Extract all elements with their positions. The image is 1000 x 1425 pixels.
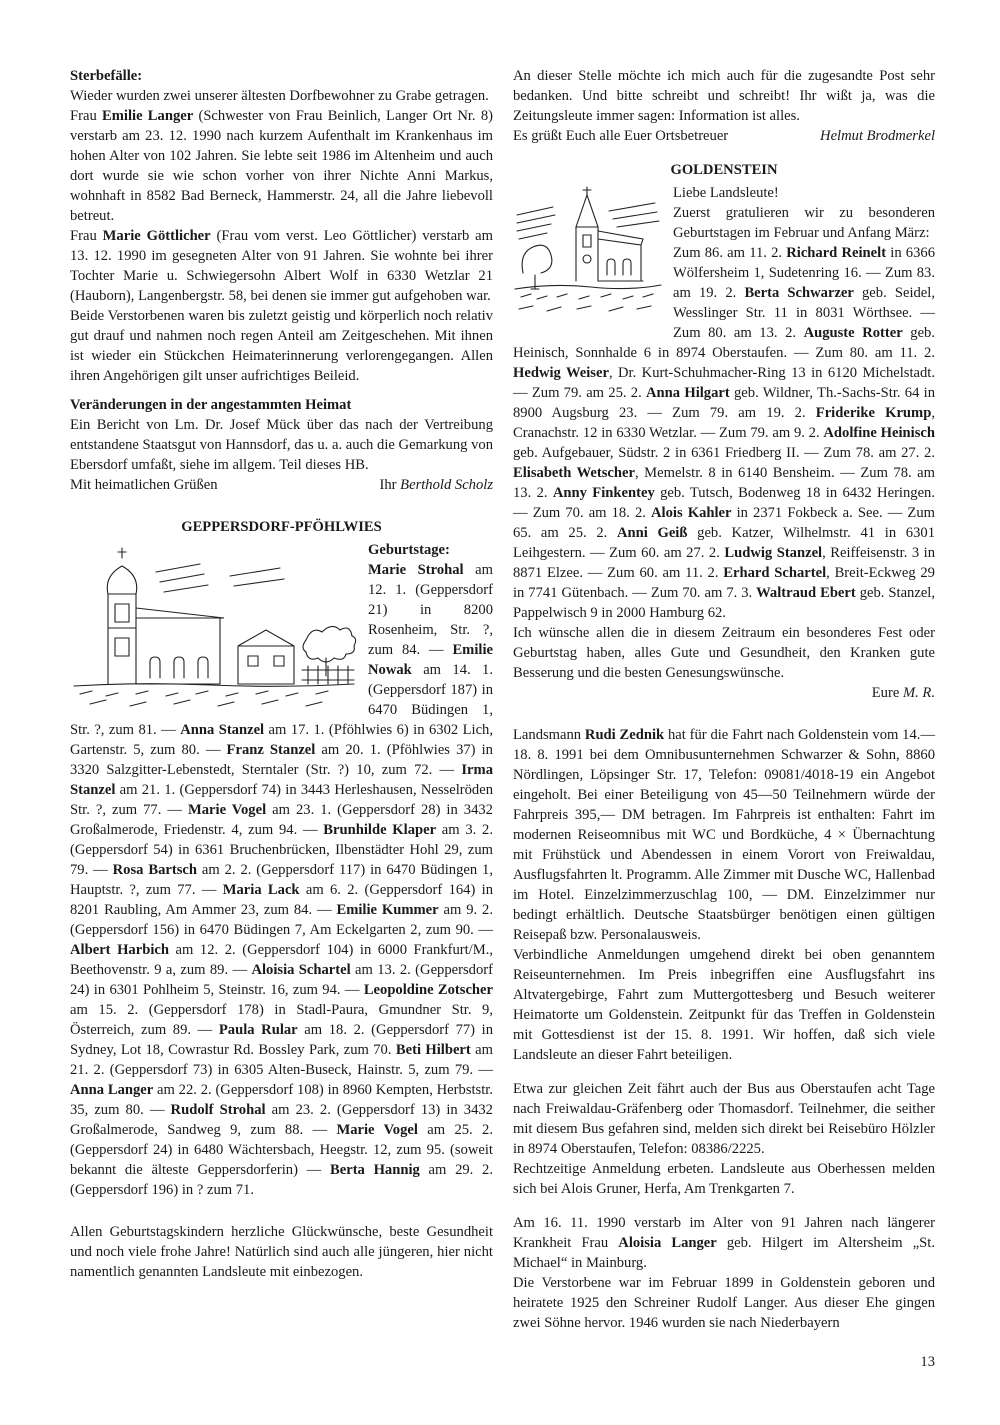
travel-offer-paragraph: Landsmann Rudi Zednik hat für die Fahrt nach Goldenstein vom 14.—18. 8. 1991 bei dem Omnibusunternehmen Schwarzer & Sohn, 8860 Nördlingen, Löpsinger Str. 17, Telefon: 09081/4018-19 ein Angebot eingeholt. Bei einer Beteiligung von 45—50 Teilnehmern würde der Fahrpreis 395,— DM betragen. Im Fahrpreis ist enthalten: Fahrt im modernen Reiseomnibus mit WC und Bordküche, 4 × Übernachtung mit Frühstück und Abendessen in einem Vorort von Freiwaldau, Ausflugsfahrten lt. Programm. Alle Zimmer mit Dusche WC, Hallenbad im Hotel. Einzelzimmerzuschlag 100, — DM. Einzelzimmer nur bedingt erhältlich. Deutsche Staatsbürger benötigen einen gültigen Reisepaß bzw. Personalausweis. (513, 727, 935, 943)
two-column-layout (70, 66, 935, 1333)
left-column (70, 66, 493, 1333)
goldenstein-heading: GOLDENSTEIN (670, 162, 778, 178)
sterbefaelle-paragraph-2: Frau Emilie Langer (Schwester von Frau Beinlich, Langer Ort Nr. 8) verstarb am 23. 12. 1990 nach kurzem Aufenthalt im Krankenhaus im hohen Alter von 102 Jahren. Sie lebte seit 1986 im Altenheim und auch dort wurde sie wie schon vorher von ihrer Nichte Anni Markus, wohnhaft in 8582 Bad Berneck, Hammerstr. 24, all die Jahre liebevoll betreut. (70, 108, 493, 224)
goldenstein-body (513, 183, 935, 623)
oberstaufen-bus-paragraph: Etwa zur gleichen Zeit fährt auch der Bus aus Oberstaufen acht Tage nach Freiwaldau-Gräfenberg oder Thomasdorf. Teilnehmer, die seither mit diesem Bus gefahren sind, melden sich direkt bei Reisebüro Hölzler in 8974 Oberstaufen, Telefon: 08386/2225. (513, 1081, 935, 1157)
page-number: 13 (920, 1354, 935, 1370)
sterbefaelle-paragraph-4: Beide Verstorbenen waren bis zuletzt geistig und körperlich noch relativ gut drauf und nahmen noch regen Anteil am Zeitgeschehen. Mit ihnen ist wieder ein Stückchen Heimaterinnerung verlorengegangen. Allen ihren Angehörigen gilt unser aufrichtiges Beileid. (70, 308, 493, 384)
geppersdorf-body (70, 540, 493, 1200)
geppersdorf-church-illustration (70, 542, 358, 714)
anmeldung-paragraph: Rechtzeitige Anmeldung erbeten. Landsleute aus Oberhessen melden sich bei Alois Gruner, Herfa, Am Trenkgarten 7. (513, 1161, 935, 1197)
closing-greeting: Es grüßt Euch alle Euer Ortsbetreuer (513, 128, 729, 144)
booking-paragraph: Verbindliche Anmeldungen umgehend direkt bei oben genanntem Reiseunternehmen. Im Preis inbegriffen eine Ausflugsfahrt ins Altvatergebirge, Fahrt zum Muttergottesberg und Besuch weiterer Heimatorte um Goldenstein. Zeitpunkt für das Treffen in Goldenstein mit Gottesdienst ist der 15. 8. 1991. Wir hoffen, daß sich viele Landsleute an dieser Fahrt beteiligen. (513, 947, 935, 1063)
veraenderungen-paragraph: Ein Bericht von Lm. Dr. Josef Mück über das nach der Vertreibung entstandene Staatsgut von Hannsdorf, das u. a. auch die Gemarkung von Ebersdorf umfaßt, siehe im allgem. Teil dieses HB. (70, 417, 493, 473)
sterbefaelle-heading: Sterbefälle: (70, 68, 143, 84)
closing-signature: Ihr Berthold Scholz (379, 477, 493, 493)
obituary-paragraph-1: Am 16. 11. 1990 verstarb im Alter von 91 Jahren nach längerer Krankheit Frau Aloisia Langer geb. Hilgert im Altersheim „St. Michael“ in Mainburg. (513, 1215, 935, 1271)
goldenstein-salutation: Liebe Landsleute! (673, 185, 779, 201)
signature-row (70, 475, 493, 495)
signature-row (513, 126, 935, 146)
goldenstein-wish-paragraph: Ich wünsche allen die in diesem Zeitraum ein besonderes Fest oder Geburtstag haben, alles Gute und Gesundheit, den Kranken gute Besserung und die besten Genesungswünsche. (513, 625, 935, 681)
sterbefaelle-paragraph-3: Frau Marie Göttlicher (Frau vom verst. Leo Göttlicher) verstarb am 13. 12. 1990 im gesegneten Alter von 91 Jahren. Sie wohnte bei ihrer Tochter Marie u. Schwiegersohn Albert Wolf in 6330 Wetzlar 21 (Hauborn), Langenbergstr. 58, bei denen sie immer gut aufgehoben war. (70, 228, 493, 304)
closing-greeting: Mit heimatlichen Grüßen (70, 477, 218, 493)
obituary-paragraph-2: Die Verstorbene war im Februar 1899 in Goldenstein geboren und heiratete 1925 den Schreiner Rudolf Langer. Aus dieser Ehe gingen zwei Söhne hervor. 1946 wurden sie nach Niederbayern (513, 1275, 935, 1331)
newsletter-page (70, 66, 935, 1333)
section-ortsbetreuer-gruss (513, 66, 935, 146)
geppersdorf-closing-paragraph: Allen Geburtstagskindern herzliche Glückwünsche, beste Gesundheit und noch viele frohe Jahre! Natürlich sind auch alle jüngeren, hier nicht namentlich genannten Landsleute mit einbezogen. (70, 1224, 493, 1280)
goldenstein-signoff: Eure M. R. (871, 685, 935, 701)
section-sterbefaelle (70, 66, 493, 386)
post-dank-paragraph: An dieser Stelle möchte ich mich auch für die zugesandte Post sehr bedanken. Und bitte schreibt und schreibt! Ihr wißt ja, was die Zeitungsleute immer sagen: Information ist alles. (513, 68, 935, 124)
geburtstage-subheading: Geburtstage: (368, 542, 450, 558)
goldenstein-intro-paragraph: Zuerst gratulieren wir zu besonderen Geburtstagen im Februar und Anfang März: (673, 205, 935, 241)
goldenstein-birthday-list: Zum 86. am 11. 2. Richard Reinelt in 6366 Wölfersheim 1, Sudetenring 16. — Zum 83. am 19. 2. Berta Schwarzer geb. Seidel, Wesslinger Str. 11 in 8031 Wörthsee. — Zum 80. am 13. 2. Auguste Rotter geb. Heinisch, Sonnhalde 6 in 8974 Oberstaufen. — Zum 80. am 11. 2. Hedwig Weiser, Dr. Kurt-Schuhmacher-Ring 13 in 6120 Michelstadt. — Zum 79. am 25. 2. Anna Hilgart geb. Wildner, Th.-Sachs-Str. 64 in 8900 Augsburg 23. — Zum 79. am 19. 2. Friderike Krump, Cranachstr. 12 in 6330 Wetzlar. — Zum 79. am 9. 2. Adolfine Heinisch geb. Aufgebauer, Südstr. 2 in 6361 Friedberg II. — Zum 78. am 27. 2. Elisabeth Wetscher, Memelstr. 8 in 6140 Bensheim. — Zum 78. am 13. 2. Anny Finkentey geb. Tutsch, Bodenweg 18 in 6432 Heringen. — Zum 70. am 18. 2. Alois Kahler in 2371 Fokbeck a. See. — Zum 65. am 25. 2. Anni Geiß geb. Katzer, Wilhelmstr. 41 in 6301 Leihgestern. — Zum 60. am 27. 2. Ludwig Stanzel, Reiffeisenstr. 3 in 8871 Elzee. — Zum 60. am 11. 2. Erhard Schartel, Breit-Eckweg 29 in 7741 Gütenbach. — Zum 70. am 7. 3. Waltraud Ebert geb. Stanzel, Pappelwisch 9 in 2000 Hamburg 62. (513, 245, 936, 621)
goldenstein-church-illustration (513, 185, 663, 321)
veraenderungen-heading: Veränderungen in der angestammten Heimat (70, 397, 352, 413)
section-veraenderungen (70, 395, 493, 495)
sterbefaelle-paragraph-1: Wieder wurden zwei unserer ältesten Dorfbewohner zu Grabe getragen. (70, 88, 489, 104)
right-column (513, 66, 935, 1333)
closing-signature: Helmut Brodmerkel (820, 128, 935, 144)
geppersdorf-birthday-list: Marie Strohal am 12. 1. (Geppersdorf 21) in 8200 Rosenheim, Str. ?, zum 84. — Emilie Nowak am 14. 1. (Geppersdorf 187) in 6470 Büdingen 1, Str. ?, zum 81. — Anna Stanzel am 17. 1. (Pföhlwies 6) in 6302 Lich, Gartenstr. 5, zum 80. — Franz Stanzel am 20. 1. (Pföhlwies 37) in 3320 Salzgitter-Lebenstedt, Sterntaler (Str. ?) 10, zum 72. — Irma Stanzel am 21. 1. (Geppersdorf 74) in 3443 Herleshausen, Nesselröden Str. ?, zum 77. — Marie Vogel am 23. 1. (Geppersdorf 28) in 3432 Großalmerode, Friedenstr. 4, zum 94. — Brunhilde Klaper am 3. 2. (Geppersdorf 54) in 6361 Bruchenbrücken, Ilbenstädter Hohl 29, zum 79. — Rosa Bartsch am 2. 2. (Geppersdorf 117) in 6470 Büdingen 1, Hauptstr. ?, zum 77. — Maria Lack am 6. 2. (Geppersdorf 164) in 8201 Raubling, Am Ammer 23, zum 84. — Emilie Kummer am 9. 2. (Geppersdorf 156) in 6470 Büdingen 7, Am Eckelgarten 2, zum 90. — Albert Harbich am 12. 2. (Geppersdorf 104) in 6000 Frankfurt/M., Beethovenstr. 9 a, zum 89. — Aloisia Schartel am 13. 2. (Geppersdorf 24) in 6301 Pohlheim 5, Steinstr. 16, zum 94. — Leopoldine Zotscher am 15. 2. (Geppersdorf 178) in Stadl-Paura, Gmundner Str. 9, Österreich, zum 89. — Paula Rular am 18. 2. (Geppersdorf 77) in Sydney, Lot 18, Cowrastur Rd. Bossley Park, zum 70. Beti Hilbert am 21. 2. (Geppersdorf 73) in 6305 Alten-Buseck, Hainstr. 5, zum 79. — Anna Langer am 22. 2. (Geppersdorf 108) in 8960 Kempten, Herbststr. 35, zum 80. — Rudolf Strohal am 23. 2. (Geppersdorf 13) in 3432 Großalmerode, Sandweg 9, zum 88. — Marie Vogel am 25. 2. (Geppersdorf 24) in 6480 Wächtersbach, Heegstr. 12, zum 95. (soweit bekannt die älteste Geppersdorferin) — Berta Hannig am 29. 2. (Geppersdorf 196) in ? zum 71. (70, 562, 494, 1198)
geppersdorf-heading: GEPPERSDORF-PFÖHLWIES (181, 519, 382, 535)
section-goldenstein (513, 160, 935, 1333)
section-geppersdorf (70, 517, 493, 1282)
